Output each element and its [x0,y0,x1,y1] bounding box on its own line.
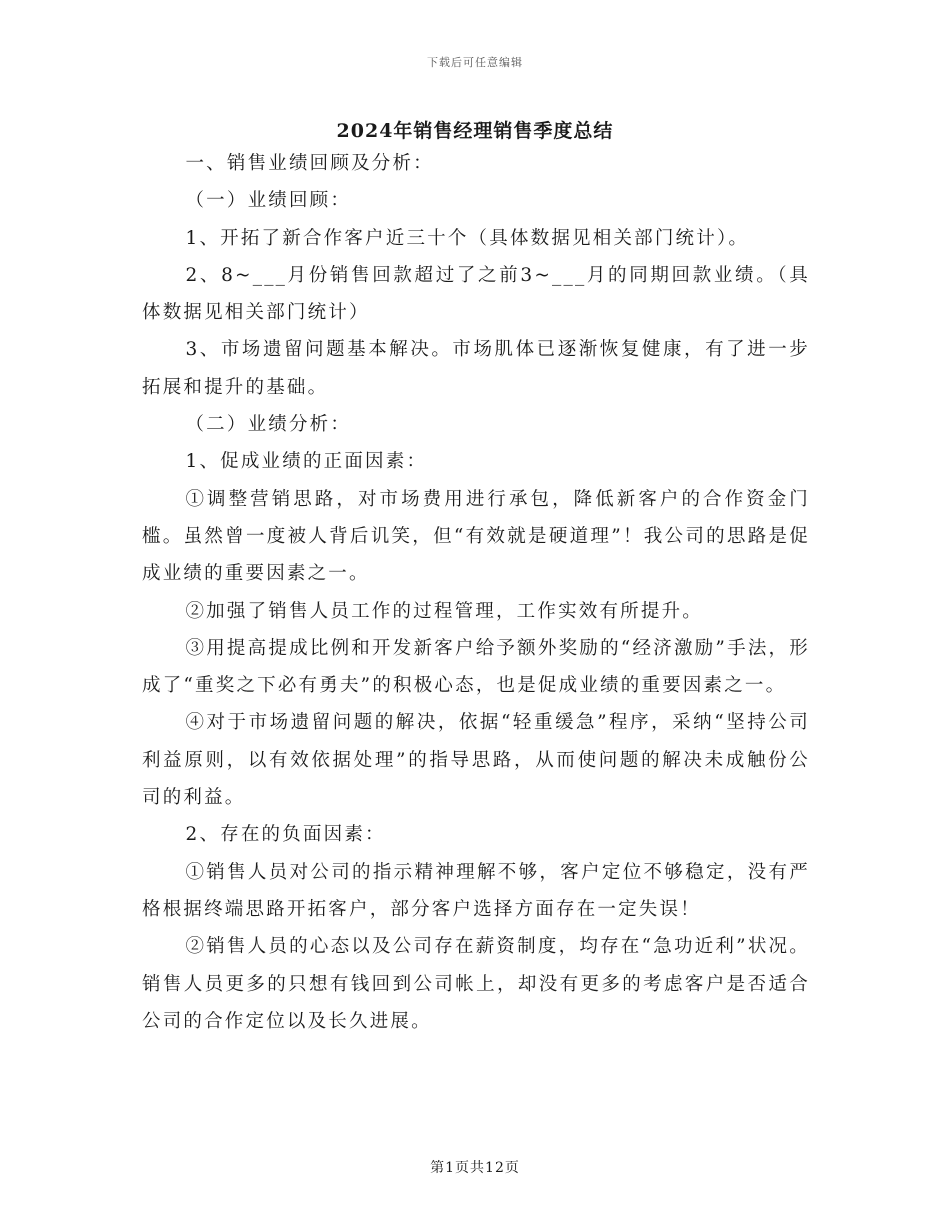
page-number: 第1页共12页 [430,1160,520,1176]
list-heading: 2、存在的负面因素： [185,824,386,846]
paragraph: 3、市场遗留问题基本解决。市场肌体已逐渐恢复健康，有了进一步拓展和提升的基础。 [142,339,810,398]
list-item: ①销售人员对公司的指示精神理解不够，客户定位不够稳定，没有严格根据终端思路开拓客户，部分客户选择方面存在一定失误！ [142,861,810,920]
list-item: ①调整营销思路，对市场费用进行承包，降低新客户的合作资金门槛。虽然曾一度被人背后讥笑，但“有效就是硬道理”！我公司的思路是促成业绩的重要因素之一。 [142,488,810,585]
paragraph: 2、8~___月份销售回款超过了之前3~___月的同期回款业绩。（具体数据见相关部门统计） [142,264,810,324]
list-heading: 1、促成业绩的正面因素： [185,451,428,473]
subsection-heading: （一）业绩回顾： [185,190,352,212]
list-item: ②销售人员的心态以及公司存在薪资制度，均存在“急功近利”状况。销售人员更多的只想有钱回到公司帐上，却没有更多的考虑客户是否适合公司的合作定位以及长久进展。 [142,936,810,1032]
document-body [142,145,810,1040]
list-item: ②加强了销售人员工作的过程管理，工作实效有所提升。 [185,600,703,622]
list-item: ④对于市场遗留问题的解决，依据“轻重缓急”程序，采纳“坚持公司利益原则，以有效依据处理”的指导思路，从而使问题的解决未成触份公司的利益。 [142,712,810,809]
subsection-heading: （二）业绩分析： [185,414,352,436]
document-title: 2024年销售经理销售季度总结 [336,120,614,142]
list-item: ③用提高提成比例和开发新客户给予额外奖励的“经济激励”手法，形成了“重奖之下必有勇夫”的积极心态，也是促成业绩的重要因素之一。 [142,637,810,697]
section-heading: 一、销售业绩回顾及分析： [185,153,434,174]
header-note: 下载后可任意编辑 [427,56,523,69]
paragraph: 1、开拓了新合作客户近三十个（具体数据见相关部门统计）。 [185,227,750,249]
